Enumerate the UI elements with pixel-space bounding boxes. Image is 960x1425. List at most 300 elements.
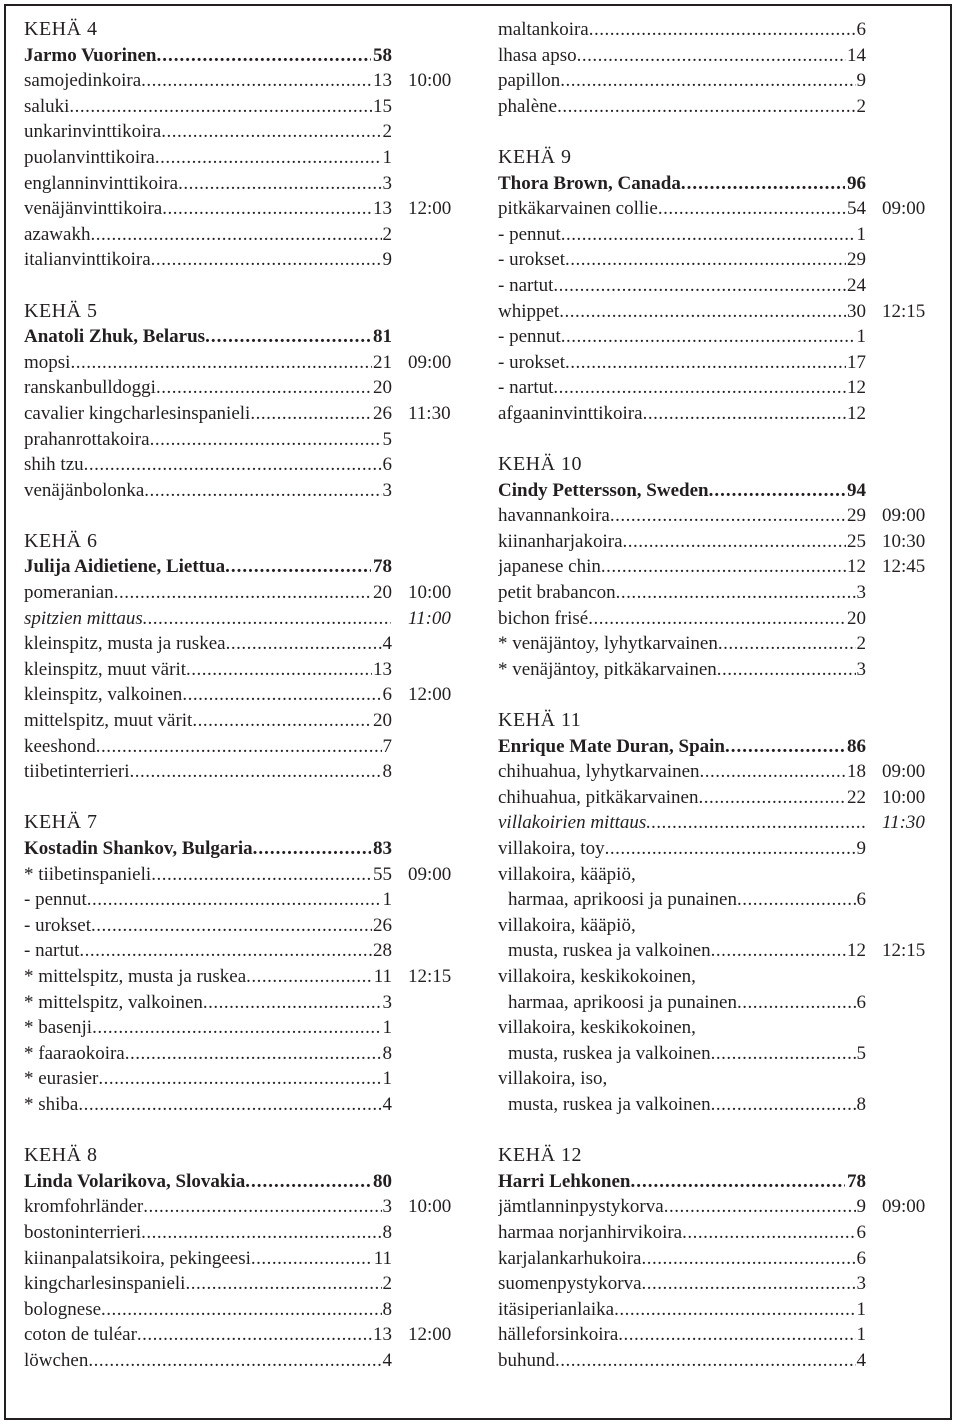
breed-name: pitkäkarvainen collie <box>498 198 658 220</box>
dot-leader <box>114 580 372 606</box>
entry-row <box>24 119 464 145</box>
entry-total: 78 <box>373 556 392 578</box>
entry-row <box>24 1066 464 1092</box>
entry-total: 81 <box>373 326 392 348</box>
entry-row <box>498 401 938 427</box>
dot-leader <box>565 247 846 273</box>
breed-name: harmaa norjanhirvikoira <box>498 1221 683 1243</box>
dot-leader <box>156 375 372 401</box>
entry-count: 1 <box>856 1324 866 1346</box>
entry-row <box>498 68 938 94</box>
start-time: 09:00 <box>882 761 926 783</box>
judge-name: Linda Volarikova, Slovakia <box>24 1170 246 1192</box>
entry-count: 29 <box>847 249 866 271</box>
dot-leader <box>588 606 846 632</box>
entry-count: 14 <box>847 44 866 66</box>
dot-leader <box>192 708 372 734</box>
entry-row <box>24 862 464 888</box>
section-gap <box>24 273 464 299</box>
entry-row <box>24 606 464 632</box>
entry-count: 12 <box>847 940 866 962</box>
entry-row <box>24 580 464 606</box>
dot-leader <box>88 1348 381 1374</box>
start-time: 10:00 <box>408 70 452 92</box>
dot-leader <box>561 324 856 350</box>
dot-leader <box>186 657 372 683</box>
dot-leader <box>162 196 372 222</box>
entry-row <box>24 478 464 504</box>
entry-row <box>498 350 938 376</box>
entry-count: 6 <box>856 889 866 911</box>
entry-row <box>498 196 938 222</box>
entry-row <box>508 1041 938 1067</box>
entry-row <box>498 17 938 43</box>
dot-leader <box>150 427 382 453</box>
entry-row <box>24 68 464 94</box>
entry-count: 11 <box>373 965 392 987</box>
entry-count: 22 <box>847 786 866 808</box>
entry-row <box>498 1220 938 1246</box>
judge-name: Enrique Mate Duran, Spain <box>498 735 725 757</box>
entry-count: 5 <box>856 1042 866 1064</box>
breed-name: * basenji <box>24 1017 93 1039</box>
breed-name: saluki <box>24 95 70 117</box>
entry-count: 12 <box>847 377 866 399</box>
dot-leader <box>70 350 372 376</box>
entry-row <box>498 606 938 632</box>
breed-group-label: villakoira, kääpiö, <box>498 863 636 885</box>
entry-count: 1 <box>856 1298 866 1320</box>
dot-leader <box>87 887 382 913</box>
breed-name: - pennut <box>498 326 561 348</box>
start-time: 11:30 <box>882 812 925 834</box>
judge-row <box>24 43 464 69</box>
judge-name: Kostadin Shankov, Bulgaria <box>24 838 253 859</box>
entry-count: 15 <box>373 95 392 117</box>
breed-name: phalène <box>498 95 558 117</box>
dot-leader <box>577 43 846 69</box>
judge-name: Jarmo Vuorinen <box>24 44 157 66</box>
breed-name: musta, ruskea ja valkoinen <box>508 1093 711 1115</box>
breed-name: englanninvinttikoira <box>24 172 179 194</box>
judge-row <box>24 554 464 580</box>
breed-name: cavalier kingcharlesinspanieli <box>24 402 251 424</box>
entry-count: 20 <box>373 582 392 604</box>
breed-name: harmaa, aprikoosi ja punainen <box>508 991 737 1013</box>
entry-count: 17 <box>847 351 866 373</box>
entry-count: 9 <box>856 70 866 92</box>
entry-count: 54 <box>847 198 866 220</box>
dot-leader <box>226 631 382 657</box>
breed-name: havannankoira <box>498 505 610 527</box>
entry-row <box>498 299 938 325</box>
breed-name: pomeranian <box>24 582 114 604</box>
entry-count: 30 <box>847 300 866 322</box>
dot-leader <box>717 657 856 683</box>
dot-leader <box>151 862 372 888</box>
start-time: 12:45 <box>882 556 926 578</box>
ring-section <box>24 1143 464 1373</box>
judge-row <box>498 171 938 197</box>
dot-leader <box>658 196 846 222</box>
dot-leader <box>610 503 846 529</box>
dot-leader <box>630 1169 845 1195</box>
entry-count: 3 <box>856 658 866 680</box>
entry-row <box>24 452 464 478</box>
entry-row <box>24 759 464 785</box>
ring-title: KEHÄ 10 <box>498 453 583 476</box>
breed-name: kleinspitz, musta ja ruskea <box>24 633 226 655</box>
entry-row <box>24 1271 464 1297</box>
entry-count: 9 <box>382 249 392 271</box>
entry-count: 13 <box>373 1324 392 1346</box>
ring-title: KEHÄ 8 <box>24 1144 98 1167</box>
entry-count: 3 <box>856 1273 866 1295</box>
entry-count: 24 <box>847 274 866 296</box>
entry-count: 13 <box>373 198 392 220</box>
breed-name: hälleforsinkoira <box>498 1324 619 1346</box>
ring-section <box>24 529 464 785</box>
judge-name: Harri Lehkonen <box>498 1170 631 1192</box>
dot-leader <box>718 631 856 657</box>
entry-row <box>24 990 464 1016</box>
ring-section <box>498 145 938 427</box>
entry-count: 6 <box>856 1247 866 1269</box>
breed-name: mopsi <box>24 351 71 373</box>
section-gap <box>498 682 938 708</box>
ring-section <box>498 17 938 119</box>
breed-name: * mittelspitz, valkoinen <box>24 991 203 1013</box>
entry-row <box>24 1297 464 1323</box>
dot-leader <box>130 759 382 785</box>
entry-row <box>24 1220 464 1246</box>
entry-row <box>24 375 464 401</box>
breed-name: italianvinttikoira <box>24 249 151 271</box>
dot-leader <box>681 171 845 197</box>
breed-name: lhasa apso <box>498 44 577 66</box>
entry-count: 4 <box>382 1349 392 1371</box>
judge-row <box>24 1169 464 1195</box>
breed-name: - nartut <box>24 940 80 962</box>
breed-name: kleinspitz, muut värit <box>24 658 187 680</box>
dot-leader <box>709 478 845 504</box>
entry-total: 94 <box>847 479 866 501</box>
judge-row <box>24 836 464 862</box>
section-gap <box>498 1118 938 1144</box>
dot-leader <box>84 452 382 478</box>
entry-count: 8 <box>856 1093 866 1115</box>
start-time: 10:00 <box>408 1196 452 1218</box>
entry-count: 3 <box>382 479 392 501</box>
entry-count: 8 <box>382 1221 392 1243</box>
dot-leader <box>643 401 846 427</box>
judge-name: Julija Aidietiene, Liettua <box>24 556 226 578</box>
entry-row <box>24 887 464 913</box>
dot-leader <box>561 222 856 248</box>
dot-leader <box>141 68 372 94</box>
ring-title: KEHÄ 4 <box>24 18 98 40</box>
breed-group-label: villakoira, kääpiö, <box>498 914 636 936</box>
start-time: 12:00 <box>408 684 452 706</box>
dot-leader <box>78 1092 381 1118</box>
breed-name: whippet <box>498 300 560 322</box>
entry-row <box>498 759 938 785</box>
dot-leader <box>157 43 372 69</box>
breed-name: unkarinvinttikoira <box>24 121 162 143</box>
entry-row <box>498 529 938 555</box>
entry-row <box>498 580 938 606</box>
judge-name: Thora Brown, Canada <box>498 172 681 194</box>
entry-row <box>498 1246 938 1272</box>
judge-name: Cindy Pettersson, Sweden <box>498 479 709 501</box>
dot-leader <box>178 171 381 197</box>
breed-name: coton de tuléar <box>24 1324 137 1346</box>
breed-group-label: villakoira, keskikokoinen, <box>498 965 696 987</box>
entry-count: 9 <box>856 1196 866 1218</box>
start-time: 09:00 <box>408 351 452 373</box>
entry-row <box>498 1297 938 1323</box>
right-column <box>498 17 938 1373</box>
entry-row <box>24 247 464 273</box>
breed-name: karjalankarhukoira <box>498 1247 642 1269</box>
entry-row <box>24 1246 464 1272</box>
entry-total: 86 <box>847 735 866 757</box>
breed-name: kleinspitz, valkoinen <box>24 684 183 706</box>
dot-leader <box>245 1169 371 1195</box>
entry-count: 6 <box>382 454 392 476</box>
entry-row <box>498 1348 938 1374</box>
dot-leader <box>557 94 855 120</box>
breed-name: * venäjäntoy, pitkäkarvainen <box>498 658 717 680</box>
breed-name: venäjänbolonka <box>24 479 145 501</box>
dot-leader <box>144 478 381 504</box>
breed-name: * venäjäntoy, lyhytkarvainen <box>498 633 718 655</box>
breed-name: - nartut <box>498 377 554 399</box>
entry-row <box>24 657 464 683</box>
ring-section <box>498 708 938 1118</box>
entry-count: 6 <box>856 1221 866 1243</box>
breed-name: itäsiperianlaika <box>498 1298 615 1320</box>
section-gap <box>24 785 464 811</box>
dot-leader <box>711 938 846 964</box>
entry-row <box>24 427 464 453</box>
start-time: 12:00 <box>408 1324 452 1346</box>
dot-leader <box>90 222 381 248</box>
dot-leader <box>646 810 865 836</box>
ring-title: KEHÄ 7 <box>24 811 98 834</box>
left-column <box>24 17 464 1373</box>
entry-count: 26 <box>373 914 392 936</box>
breed-name: bolognese <box>24 1298 102 1320</box>
entry-row <box>498 785 938 811</box>
dot-leader <box>725 734 845 760</box>
dot-leader <box>555 1348 856 1374</box>
dot-leader <box>623 529 846 555</box>
breed-name: * tiibetinspanieli <box>24 863 152 885</box>
entry-count: 3 <box>382 172 392 194</box>
dot-leader <box>79 938 372 964</box>
breed-name: samojedinkoira <box>24 70 142 92</box>
breed-name: japanese chin <box>498 556 601 578</box>
start-time: 09:00 <box>882 505 926 527</box>
entry-row <box>24 913 464 939</box>
dot-leader <box>91 913 372 939</box>
dot-leader <box>642 1271 856 1297</box>
entry-row <box>498 1322 938 1348</box>
entry-count: 29 <box>847 505 866 527</box>
breed-name: kiinanpalatsikoira, pekingeesi <box>24 1247 251 1269</box>
start-time: 11:30 <box>408 402 451 424</box>
start-time: 09:00 <box>882 1196 926 1218</box>
entry-row <box>498 631 938 657</box>
dot-leader <box>253 836 371 862</box>
breed-name: - urokset <box>498 351 566 373</box>
dot-leader <box>614 1297 855 1323</box>
dot-leader <box>143 1194 381 1220</box>
dot-leader <box>96 734 382 760</box>
dot-leader <box>182 682 381 708</box>
entry-row <box>24 171 464 197</box>
entry-count: 3 <box>856 582 866 604</box>
entry-total: 78 <box>847 1170 866 1192</box>
start-time: 09:00 <box>408 863 452 885</box>
dot-leader <box>737 990 856 1016</box>
dot-leader <box>605 836 856 862</box>
entry-count: 28 <box>373 940 392 962</box>
breed-name: - urokset <box>498 249 566 271</box>
entry-count: 4 <box>856 1349 866 1371</box>
entry-count: 1 <box>856 326 866 348</box>
entry-row <box>24 196 464 222</box>
breed-name: mittelspitz, muut värit <box>24 710 193 732</box>
entry-count: 20 <box>373 710 392 732</box>
entry-row <box>498 1271 938 1297</box>
breed-name: * eurasier <box>24 1068 99 1090</box>
breed-name: prahanrottakoira <box>24 428 150 450</box>
dot-leader <box>141 1220 381 1246</box>
ring-title: KEHÄ 6 <box>24 529 98 552</box>
entry-count: 1 <box>382 889 392 911</box>
breed-name: azawakh <box>24 223 91 245</box>
dot-leader <box>618 1322 855 1348</box>
breed-name: * mittelspitz, musta ja ruskea <box>24 965 247 987</box>
entry-count: 6 <box>856 991 866 1013</box>
entry-count: 2 <box>856 633 866 655</box>
dot-leader <box>137 1322 372 1348</box>
entry-row <box>24 350 464 376</box>
breed-name: ranskanbulldoggi <box>24 377 156 399</box>
dot-leader <box>225 554 371 580</box>
dot-leader <box>682 1220 855 1246</box>
entry-total: 80 <box>373 1170 392 1192</box>
entry-count: 8 <box>382 1042 392 1064</box>
entry-count: 1 <box>382 1068 392 1090</box>
dot-leader <box>205 324 371 350</box>
dot-leader <box>203 990 382 1016</box>
breed-name: musta, ruskea ja valkoinen <box>508 1042 711 1064</box>
entry-row <box>24 1041 464 1067</box>
dot-leader <box>700 759 846 785</box>
dot-leader <box>98 1066 381 1092</box>
breed-name: puolanvinttikoira <box>24 146 155 168</box>
entry-count: 26 <box>373 402 392 424</box>
dot-leader <box>565 350 846 376</box>
start-time: 09:00 <box>882 198 926 220</box>
dot-leader <box>559 299 846 325</box>
judge-row <box>498 734 938 760</box>
entry-count: 7 <box>382 735 392 757</box>
judge-row <box>498 1169 938 1195</box>
entry-row <box>498 810 938 836</box>
breed-name: keeshond <box>24 735 96 757</box>
breed-name: - pennut <box>24 889 87 911</box>
entry-count: 9 <box>856 838 866 859</box>
breed-name: spitzien mittaus <box>24 607 143 629</box>
ring-title: KEHÄ 11 <box>498 709 582 732</box>
entry-count: 1 <box>382 146 392 168</box>
entry-count: 13 <box>373 658 392 680</box>
entry-count: 4 <box>382 633 392 655</box>
ring-section <box>24 17 464 273</box>
entry-row <box>24 401 464 427</box>
ring-title: KEHÄ 12 <box>498 1144 583 1167</box>
entry-row <box>498 94 938 120</box>
entry-row <box>508 1092 938 1118</box>
breed-name: jämtlanninpystykorva <box>498 1196 664 1218</box>
entry-row <box>498 836 938 862</box>
entry-row <box>508 938 938 964</box>
ring-section <box>498 452 938 682</box>
dot-leader <box>616 580 856 606</box>
dot-leader <box>553 375 846 401</box>
start-time: 12:15 <box>882 940 926 962</box>
entry-count: 2 <box>382 1273 392 1295</box>
section-gap <box>498 427 938 453</box>
entry-row <box>24 94 464 120</box>
judge-name: Anatoli Zhuk, Belarus <box>24 326 206 348</box>
entry-count: 8 <box>382 1298 392 1320</box>
breed-name: harmaa, aprikoosi ja punainen <box>508 889 737 911</box>
entry-total: 96 <box>847 172 866 194</box>
dot-leader <box>601 554 846 580</box>
entry-count: 18 <box>847 761 866 783</box>
breed-name: * shiba <box>24 1093 79 1115</box>
entry-row <box>498 1194 938 1220</box>
breed-name: kingcharlesinspanieli <box>24 1273 186 1295</box>
section-gap <box>24 503 464 529</box>
entry-count: 1 <box>856 223 866 245</box>
entry-count: 1 <box>382 1017 392 1039</box>
entry-total: 58 <box>373 44 392 66</box>
entry-count: 2 <box>856 95 866 117</box>
breed-name: petit brabancon <box>498 582 616 604</box>
start-time: 10:30 <box>882 530 926 552</box>
dot-leader <box>151 247 382 273</box>
dot-leader <box>711 1041 856 1067</box>
breed-name: bichon frisé <box>498 607 589 629</box>
ring-section <box>24 810 464 1117</box>
entry-row <box>24 1015 464 1041</box>
entry-count: 11 <box>373 1247 392 1269</box>
breed-name: chihuahua, lyhytkarvainen <box>498 761 700 783</box>
entry-row <box>498 222 938 248</box>
dot-leader <box>125 1041 382 1067</box>
breed-name: - nartut <box>498 274 554 296</box>
dot-leader <box>698 785 846 811</box>
entry-row <box>498 503 938 529</box>
start-time: 12:15 <box>408 965 452 987</box>
entry-count: 21 <box>373 351 392 373</box>
